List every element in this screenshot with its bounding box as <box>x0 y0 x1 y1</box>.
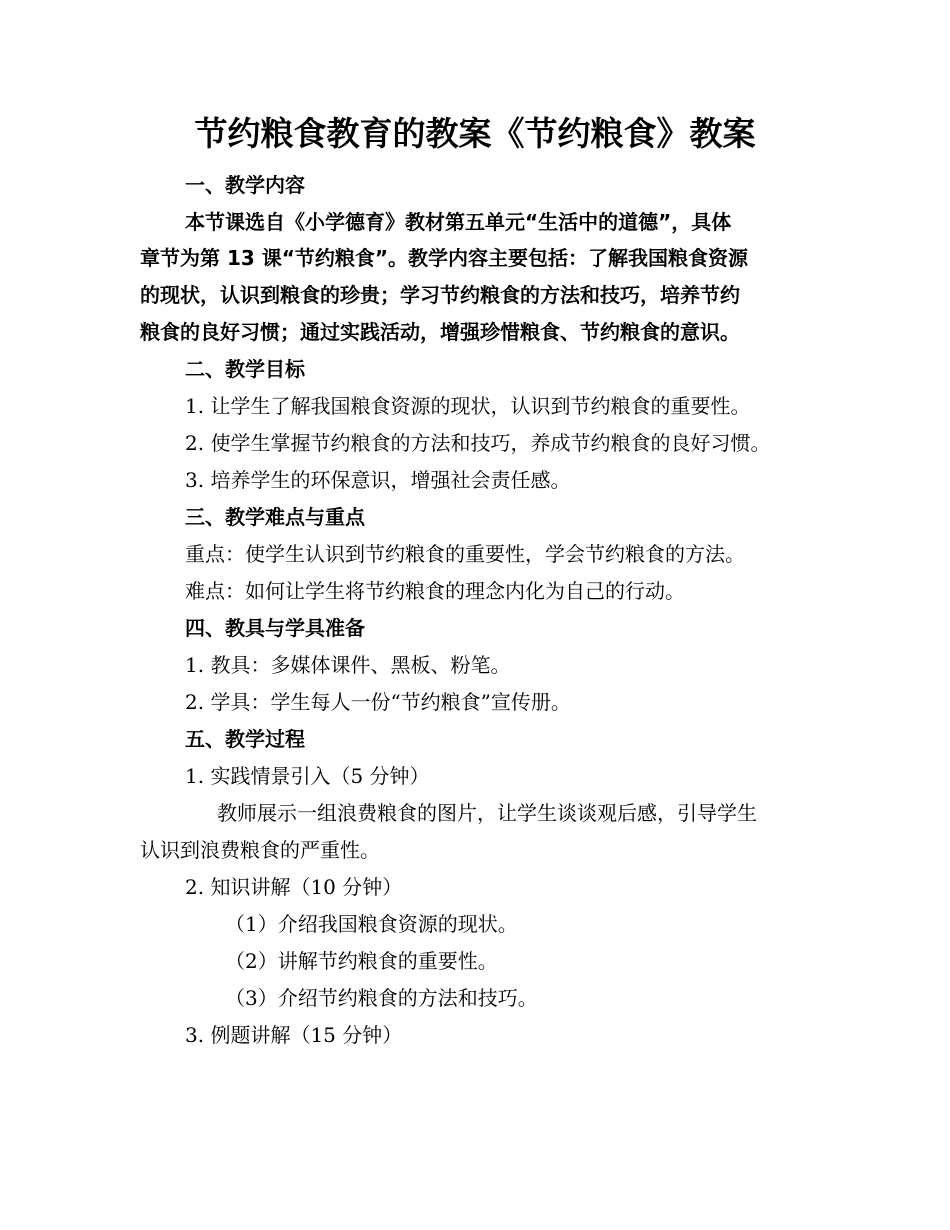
content-paragraph-line: 本节课选自《小学德育》教材第五单元“生活中的道德”，具体 <box>185 210 732 234</box>
section-heading-content: 一、教学内容 <box>185 173 305 197</box>
section-heading-keypoints: 三、教学难点与重点 <box>185 505 365 529</box>
section-heading-goals: 二、教学目标 <box>185 357 305 381</box>
goal-item: 2. 使学生掌握节约粮食的方法和技巧，养成节约粮食的良好习惯。 <box>185 431 771 455</box>
document-title: 节约粮食教育的教案《节约粮食》教案 <box>194 114 756 153</box>
process-paragraph-line: 教师展示一组浪费粮食的图片，让学生谈谈观后感，引导学生 <box>217 801 757 825</box>
keypoint-item: 重点：使学生认识到节约粮食的重要性，学会节约粮食的方法。 <box>185 542 745 566</box>
process-step: 2. 知识讲解（10 分钟） <box>185 875 403 899</box>
section-heading-tools: 四、教具与学具准备 <box>185 616 365 640</box>
keypoint-item: 难点：如何让学生将节约粮食的理念内化为自己的行动。 <box>185 579 685 603</box>
process-subitem: （3）介绍节约粮食的方法和技巧。 <box>225 986 538 1010</box>
process-step: 1. 实践情景引入（5 分钟） <box>185 764 430 788</box>
content-paragraph-line: 的现状，认识到粮食的珍贵；学习节约粮食的方法和技巧，培养节约 <box>140 283 740 307</box>
process-subitem: （2）讲解节约粮食的重要性。 <box>225 949 498 973</box>
section-heading-process: 五、教学过程 <box>185 727 305 751</box>
content-paragraph-line: 粮食的良好习惯；通过实践活动，增强珍惜粮食、节约粮食的意识。 <box>140 320 740 344</box>
content-paragraph-line: 章节为第 13 课“节约粮食”。教学内容主要包括：了解我国粮食资源 <box>140 246 749 270</box>
goal-item: 1. 让学生了解我国粮食资源的现状，认识到节约粮食的重要性。 <box>185 394 751 418</box>
process-paragraph-line: 认识到浪费粮食的严重性。 <box>140 838 380 862</box>
tool-item: 2. 学具：学生每人一份“节约粮食”宣传册。 <box>185 690 571 714</box>
process-subitem: （1）介绍我国粮食资源的现状。 <box>225 912 518 936</box>
goal-item: 3. 培养学生的环保意识，增强社会责任感。 <box>185 468 571 492</box>
process-step: 3. 例题讲解（15 分钟） <box>185 1023 403 1047</box>
tool-item: 1. 教具：多媒体课件、黑板、粉笔。 <box>185 653 511 677</box>
